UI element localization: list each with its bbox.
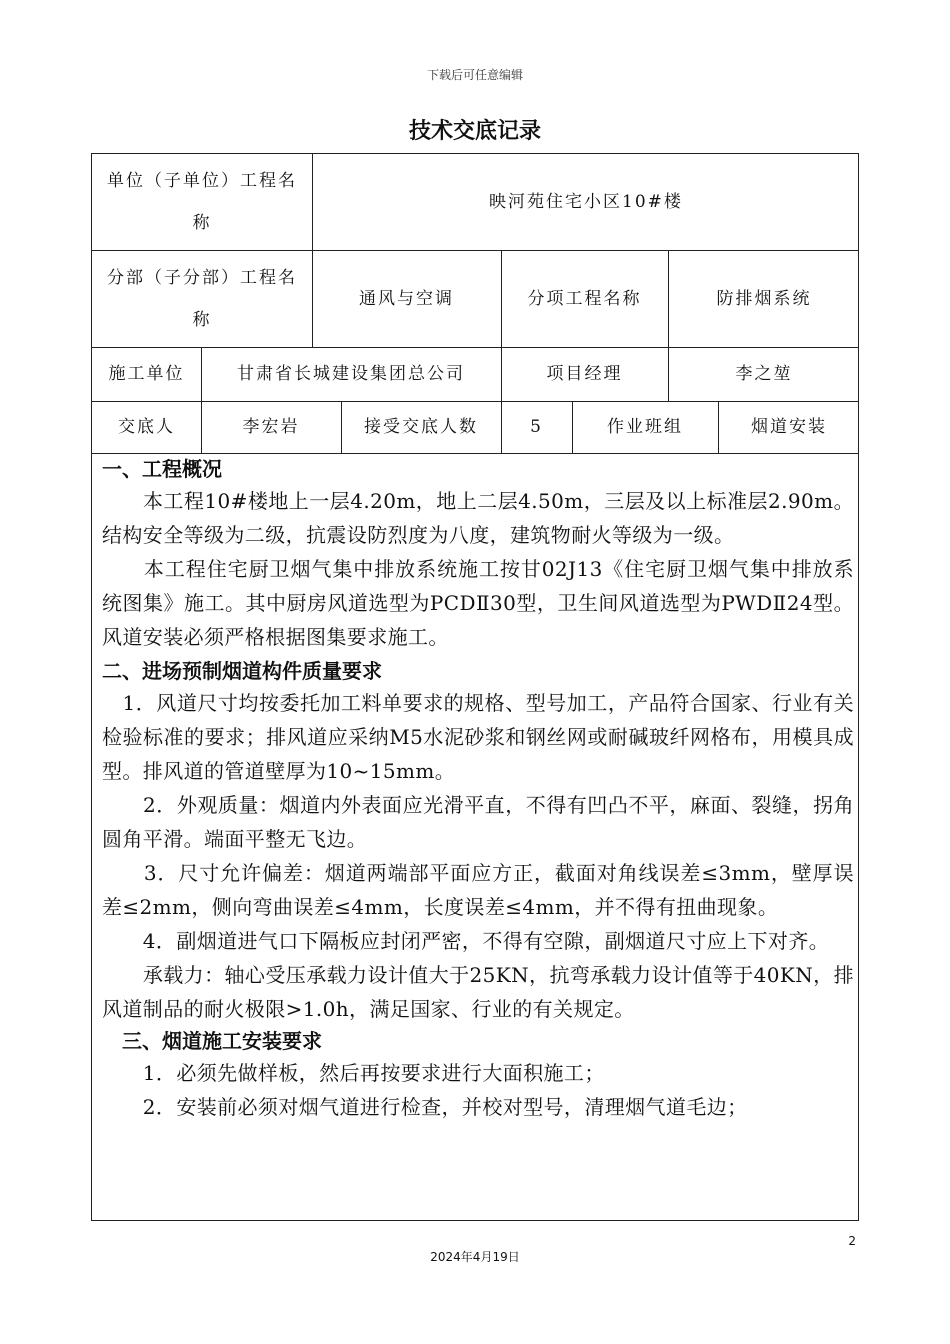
item-project-label: 分项工程名称 (527, 288, 642, 309)
unit-project-label-line1: 单位（子单位）工程名 (107, 171, 297, 191)
paragraph: 4．副烟道进气口下隔板应封闭严密，不得有空隙，副烟道尺寸应上下对齐。 (102, 929, 830, 953)
document-title: 技术交底记录 (408, 119, 541, 144)
paragraph: 2．外观质量：烟道内外表面应光滑平直，不得有凹凸不平，麻面、裂缝，拐角圆角平滑。端面平整无飞边。 (102, 793, 854, 851)
section-heading: 三、烟道施工安装要求 (102, 1029, 322, 1053)
unit-project-label-line2: 称 (192, 213, 212, 233)
contractor-value: 甘肃省长城建设集团总公司 (237, 364, 465, 384)
paragraph: 2．安装前必须对烟气道进行检查，并校对型号，清理烟气道毛边； (102, 1095, 748, 1119)
paragraph: 本工程住宅厨卫烟气集中排放系统施工按甘02J13《住宅厨卫烟气集中排放系统图集》施工。其中厨房风道选型为PCDⅡ30型，卫生间风道选型为PWDⅡ24型。风道安装必须严格根据图集要求施工。 (102, 557, 854, 649)
team-value: 烟道安装 (751, 417, 827, 437)
unit-project-label (92, 154, 312, 250)
team-label: 作业班组 (607, 417, 683, 437)
contractor-label: 施工单位 (108, 364, 185, 384)
project-manager-label: 项目经理 (546, 364, 623, 384)
sub-project-label-line1: 分部（子分部）工程名 (107, 267, 297, 288)
page-number: 2 (848, 1234, 856, 1248)
project-manager-value: 李之堃 (735, 364, 793, 384)
discloser-label: 交底人 (118, 417, 175, 437)
receivers-value: 5 (530, 417, 543, 437)
sub-project-label (92, 250, 312, 347)
paragraph: 本工程10#楼地上一层4.20m，地上二层4.50m，三层及以上标准层2.90m。结构安全等级为二级，抗震设防烈度为八度，建筑物耐火等级为一级。 (102, 489, 854, 547)
sub-project-value: 通风与空调 (359, 288, 454, 309)
paragraph: 1．风道尺寸均按委托加工料单要求的规格、型号加工，产品符合国家、行业有关检验标准的要求；排风道应采纳M5水泥砂浆和钢丝网或耐碱玻纤网格布，用模具成型。排风道的管道壁厚为10~15mm。 (102, 691, 854, 783)
sub-project-label-line2: 称 (192, 309, 212, 330)
header-note: 下载后可任意编辑 (426, 68, 523, 82)
section-heading: 一、工程概况 (102, 457, 222, 481)
footer-date: 2024年4月19日 (430, 1250, 520, 1264)
discloser-value: 李宏岩 (242, 417, 300, 437)
unit-project-value: 映河苑住宅小区10#楼 (489, 192, 683, 212)
item-project-value: 防排烟系统 (716, 288, 812, 309)
receivers-label: 接受交底人数 (364, 417, 478, 437)
section-heading: 二、进场预制烟道构件质量要求 (102, 659, 382, 683)
paragraph: 承载力：轴心受压承载力设计值大于25KN，抗弯承载力设计值等于40KN，排风道制品的耐火极限>1.0h，满足国家、行业的有关规定。 (102, 963, 854, 1021)
paragraph: 1．必须先做样板，然后再按要求进行大面积施工； (102, 1061, 605, 1085)
disclosure-record-table (91, 153, 859, 1221)
paragraph: 3．尺寸允许偏差：烟道两端部平面应方正，截面对角线误差≤3mm，壁厚误差≤2mm，侧向弯曲误差≤4mm，长度误差≤4mm，并不得有扭曲现象。 (102, 861, 854, 919)
disclosure-content (102, 454, 854, 1124)
